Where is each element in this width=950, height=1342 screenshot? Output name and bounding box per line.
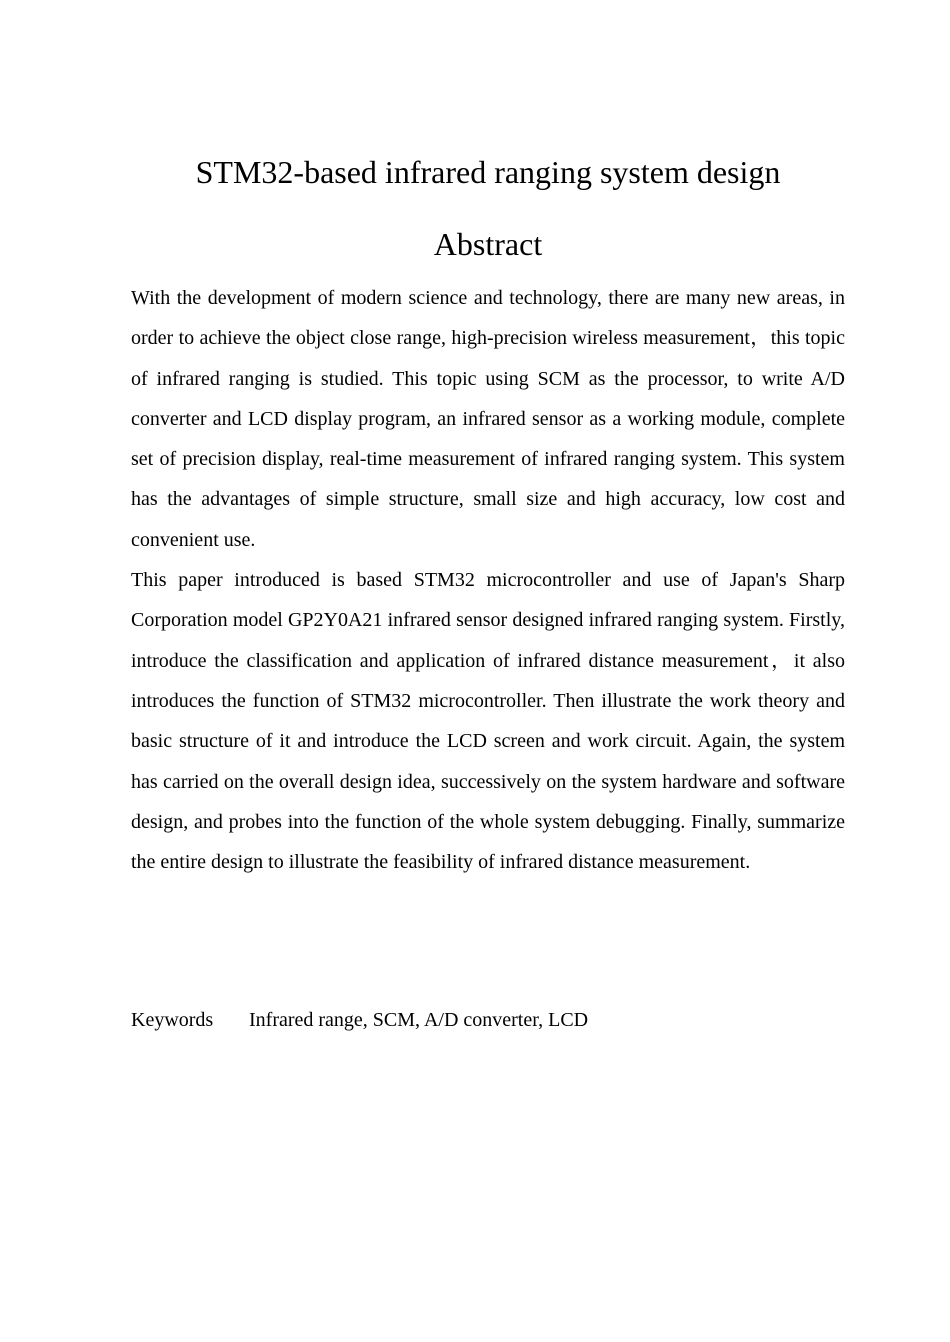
keywords-line	[131, 1000, 588, 1040]
abstract-heading: Abstract	[433, 226, 543, 262]
abstract-body	[131, 278, 845, 882]
document-title: STM32-based infrared ranging system design	[195, 154, 781, 190]
keywords-label: Keywords	[131, 1009, 214, 1031]
keywords-value: Infrared range, SCM, A/D converter, LCD	[249, 1009, 589, 1031]
abstract-paragraph-1: With the development of modern science and technology, there are many new areas, in order to achieve the object close range, high-precision wireless measurement，this topic of infrared ranging is studied. This topic using SCM as the processor, to write A/D converter and LCD display program, an infrared sensor as a working module, complete set of precision display, real-time measurement of infrared ranging system. This system has the advantages of simple structure, small size and high accuracy, low cost and convenient use.	[131, 287, 845, 551]
abstract-paragraph-2: This paper introduced is based STM32 microcontroller and use of Japan's Sharp Corporation model GP2Y0A21 infrared sensor designed infrared ranging system. Firstly, introduce the classification and application of infrared distance measurement，it also introduces the function of STM32 microcontroller. Then illustrate the work theory and basic structure of it and introduce the LCD screen and work circuit. Again, the system has carried on the overall design idea, successively on the system hardware and software design, and probes into the function of the whole system debugging. Finally, summarize the entire design to illustrate the feasibility of infrared distance measurement.	[131, 569, 845, 874]
